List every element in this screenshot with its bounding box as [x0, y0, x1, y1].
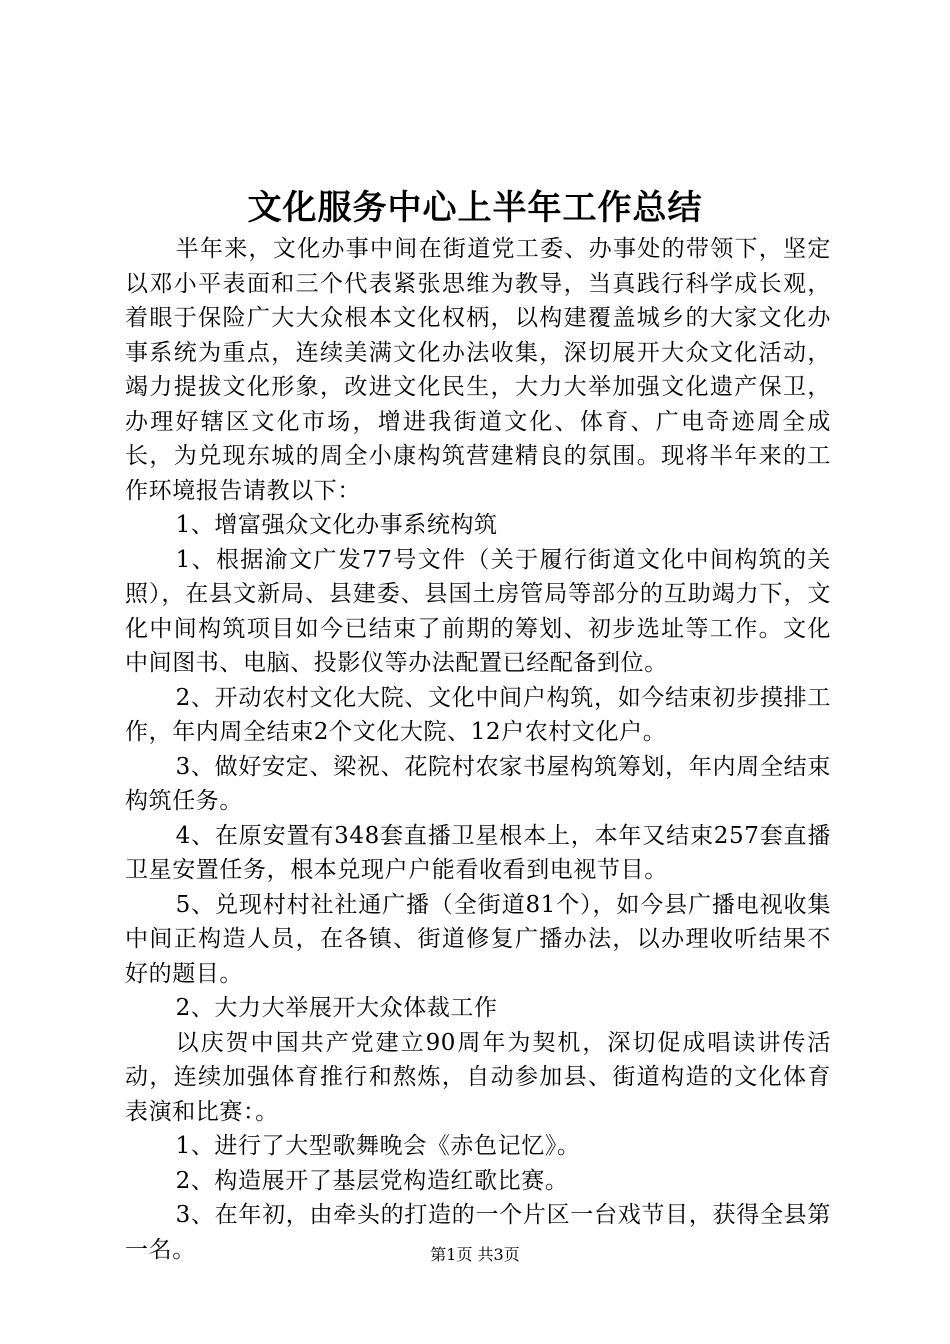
intro-paragraph: 半年来，文化办事中间在街道党工委、办事处的带领下，坚定以邓小平表面和三个代表紧张思维为教导，当真践行科学成长观，着眼于保险广大大众根本文化权柄，以构建覆盖城乡的大家文化办事系统为重点，连续美满文化办法收集，深切展开大众文化活动，竭力提拔文化形象，改进文化民生，大力大举加强文化遗产保卫，办理好辖区文化市场，增进我街道文化、体育、广电奇迹周全成长，为兑现东城的周全小康构筑营建精良的氛围。现将半年来的工作环境报告请教以下：: [125, 236, 831, 504]
paragraph-item-4: 4、在原安置有348套直播卫星根本上，本年又结束257套直播卫星安置任务，根本兑现户户能看收看到电视节目。: [125, 822, 831, 883]
paragraph-item-3: 3、做好安定、梁祝、花院村农家书屋构筑筹划，年内周全结束构筑任务。: [125, 753, 831, 814]
page-number-footer: 第1页 共3页: [430, 1245, 520, 1264]
document-body: [125, 232, 831, 1267]
section-heading-2: 2、大力大举展开大众体裁工作: [175, 995, 498, 1021]
section-2-item-3: 3、在年初，由牵头的打造的一个片区一台戏节目，获得全县第一名。: [125, 1202, 831, 1263]
section-2-intro: 以庆贺中国共产党建立90周年为契机，深切促成唱读讲传活动，连续加强体育推行和熬炼，自动参加县、街道构造的文化体育表演和比赛：。: [125, 1029, 831, 1125]
paragraph-item-2: 2、开动农村文化大院、文化中间户构筑，如今结束初步摸排工作，年内周全结束2个文化大院、12户农村文化户。: [125, 684, 831, 745]
section-2-item-1: 1、进行了大型歌舞晚会《赤色记忆》。: [175, 1133, 581, 1159]
paragraph-item-1: 1、根据渝文广发77号文件（关于履行街道文化中间构筑的关照），在县文新局、县建委、县国土房管局等部分的互助竭力下，文化中间构筑项目如今已结束了前期的筹划、初步选址等工作。文化中间图书、电脑、投影仪等办法配置已经配备到位。: [125, 546, 831, 676]
paragraph-item-5: 5、兑现村村社社通广播（全街道81个），如今县广播电视收集中间正构造人员，在各镇、街道修复广播办法，以办理收听结果不好的题目。: [125, 891, 831, 987]
section-2-item-2: 2、构造展开了基层党构造红歌比赛。: [175, 1167, 569, 1194]
document-title: 文化服务中心上半年工作总结: [247, 188, 703, 228]
section-heading-1: 1、增富强众文化办事系统构筑: [175, 512, 498, 538]
